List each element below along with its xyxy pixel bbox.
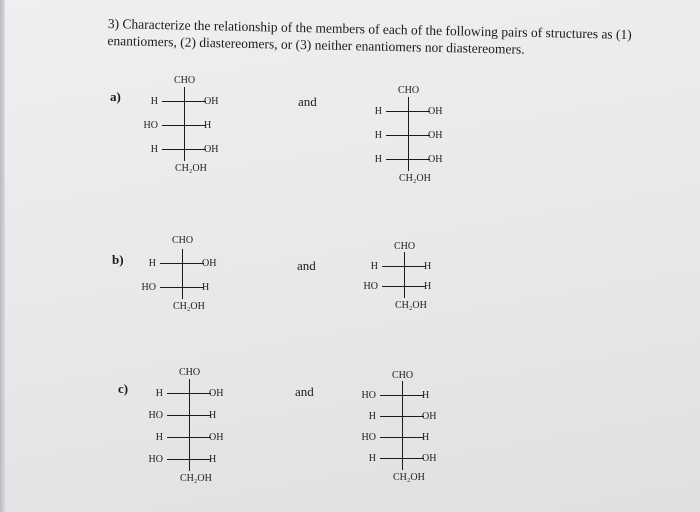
pair-b-label: b): [112, 252, 124, 267]
stereocenter-bond-line: [382, 266, 426, 267]
top-group-label: CHO: [179, 367, 201, 378]
left-substituent: H: [374, 106, 382, 117]
right-substituent: OH: [428, 130, 443, 141]
right-substituent: OH: [422, 453, 437, 464]
left-substituent: H: [155, 432, 163, 443]
stereocenter-bond-line: [162, 149, 206, 150]
top-group-label: CHO: [398, 85, 420, 96]
bottom-group-label: CH₂OH: [399, 173, 431, 184]
stereocenter-bond-line: [386, 159, 430, 160]
stereocenter-bond-line: [167, 393, 211, 394]
left-substituent: H: [150, 96, 158, 107]
bottom-group-label: CH₂OH: [395, 300, 427, 311]
right-substituent: OH: [422, 411, 437, 422]
bottom-group-label: CH₂OH: [180, 473, 212, 484]
right-substituent: OH: [428, 106, 443, 117]
pair-a-label: a): [110, 89, 121, 104]
stereocenter-bond-line: [160, 263, 204, 264]
right-substituent: OH: [428, 154, 443, 165]
stereocenter-bond-line: [380, 395, 424, 396]
left-substituent: H: [374, 154, 382, 165]
top-group-label: CHO: [174, 75, 196, 86]
right-substituent: H: [422, 432, 430, 443]
right-substituent: OH: [202, 258, 217, 269]
pair-c-and: and: [295, 384, 314, 399]
stereocenter-bond-line: [167, 459, 211, 460]
stereocenter-bond-line: [160, 287, 204, 288]
stereocenter-bond-line: [162, 125, 206, 126]
stereocenter-bond-line: [167, 415, 211, 416]
stereocenter-bond-line: [380, 437, 424, 438]
left-substituent: H: [370, 261, 378, 272]
left-substituent: H: [368, 453, 376, 464]
left-substituent: HO: [361, 390, 376, 401]
top-group-label: CHO: [172, 235, 194, 246]
top-group-label: CHO: [394, 241, 416, 252]
left-substituent: HO: [148, 410, 163, 421]
left-substituent: H: [368, 411, 376, 422]
pair-b-and: and: [297, 258, 316, 273]
left-substituent: H: [150, 144, 158, 155]
right-substituent: OH: [204, 96, 219, 107]
question-text: 3) Characterize the relationship of the members of each of the following pairs of structures as (1) enantiomers, (2) diastereomers, or (3) neither enantiomers nor diastereomers.: [107, 15, 632, 57]
right-substituent: H: [424, 281, 432, 292]
right-substituent: H: [424, 261, 432, 272]
right-substituent: OH: [209, 388, 224, 399]
stereocenter-bond-line: [167, 437, 211, 438]
left-substituent: H: [374, 130, 382, 141]
page-edge-shadow: [0, 0, 5, 512]
stereocenter-bond-line: [386, 135, 430, 136]
bottom-group-label: CH₂OH: [175, 163, 207, 174]
bottom-group-label: CH₂OH: [173, 301, 205, 312]
left-substituent: H: [155, 388, 163, 399]
stereocenter-bond-line: [380, 416, 424, 417]
right-substituent: H: [209, 454, 217, 465]
left-substituent: HO: [361, 432, 376, 443]
right-substituent: H: [204, 120, 212, 131]
stereocenter-bond-line: [380, 458, 424, 459]
left-substituent: HO: [148, 454, 163, 465]
carbon-backbone-line: [404, 252, 405, 298]
right-substituent: H: [422, 390, 430, 401]
pair-a-and: and: [298, 94, 317, 109]
bottom-group-label: CH₂OH: [393, 472, 425, 483]
right-substituent: OH: [209, 432, 224, 443]
carbon-backbone-line: [182, 249, 183, 299]
right-substituent: H: [202, 282, 210, 293]
pair-c-label: c): [118, 381, 129, 396]
left-substituent: HO: [143, 120, 158, 131]
left-substituent: H: [148, 258, 156, 269]
right-substituent: OH: [204, 144, 219, 155]
right-substituent: H: [209, 410, 217, 421]
stereocenter-bond-line: [382, 286, 426, 287]
top-group-label: CHO: [392, 370, 414, 381]
stereocenter-bond-line: [162, 101, 206, 102]
left-substituent: HO: [363, 281, 378, 292]
stereocenter-bond-line: [386, 111, 430, 112]
left-substituent: HO: [141, 282, 156, 293]
